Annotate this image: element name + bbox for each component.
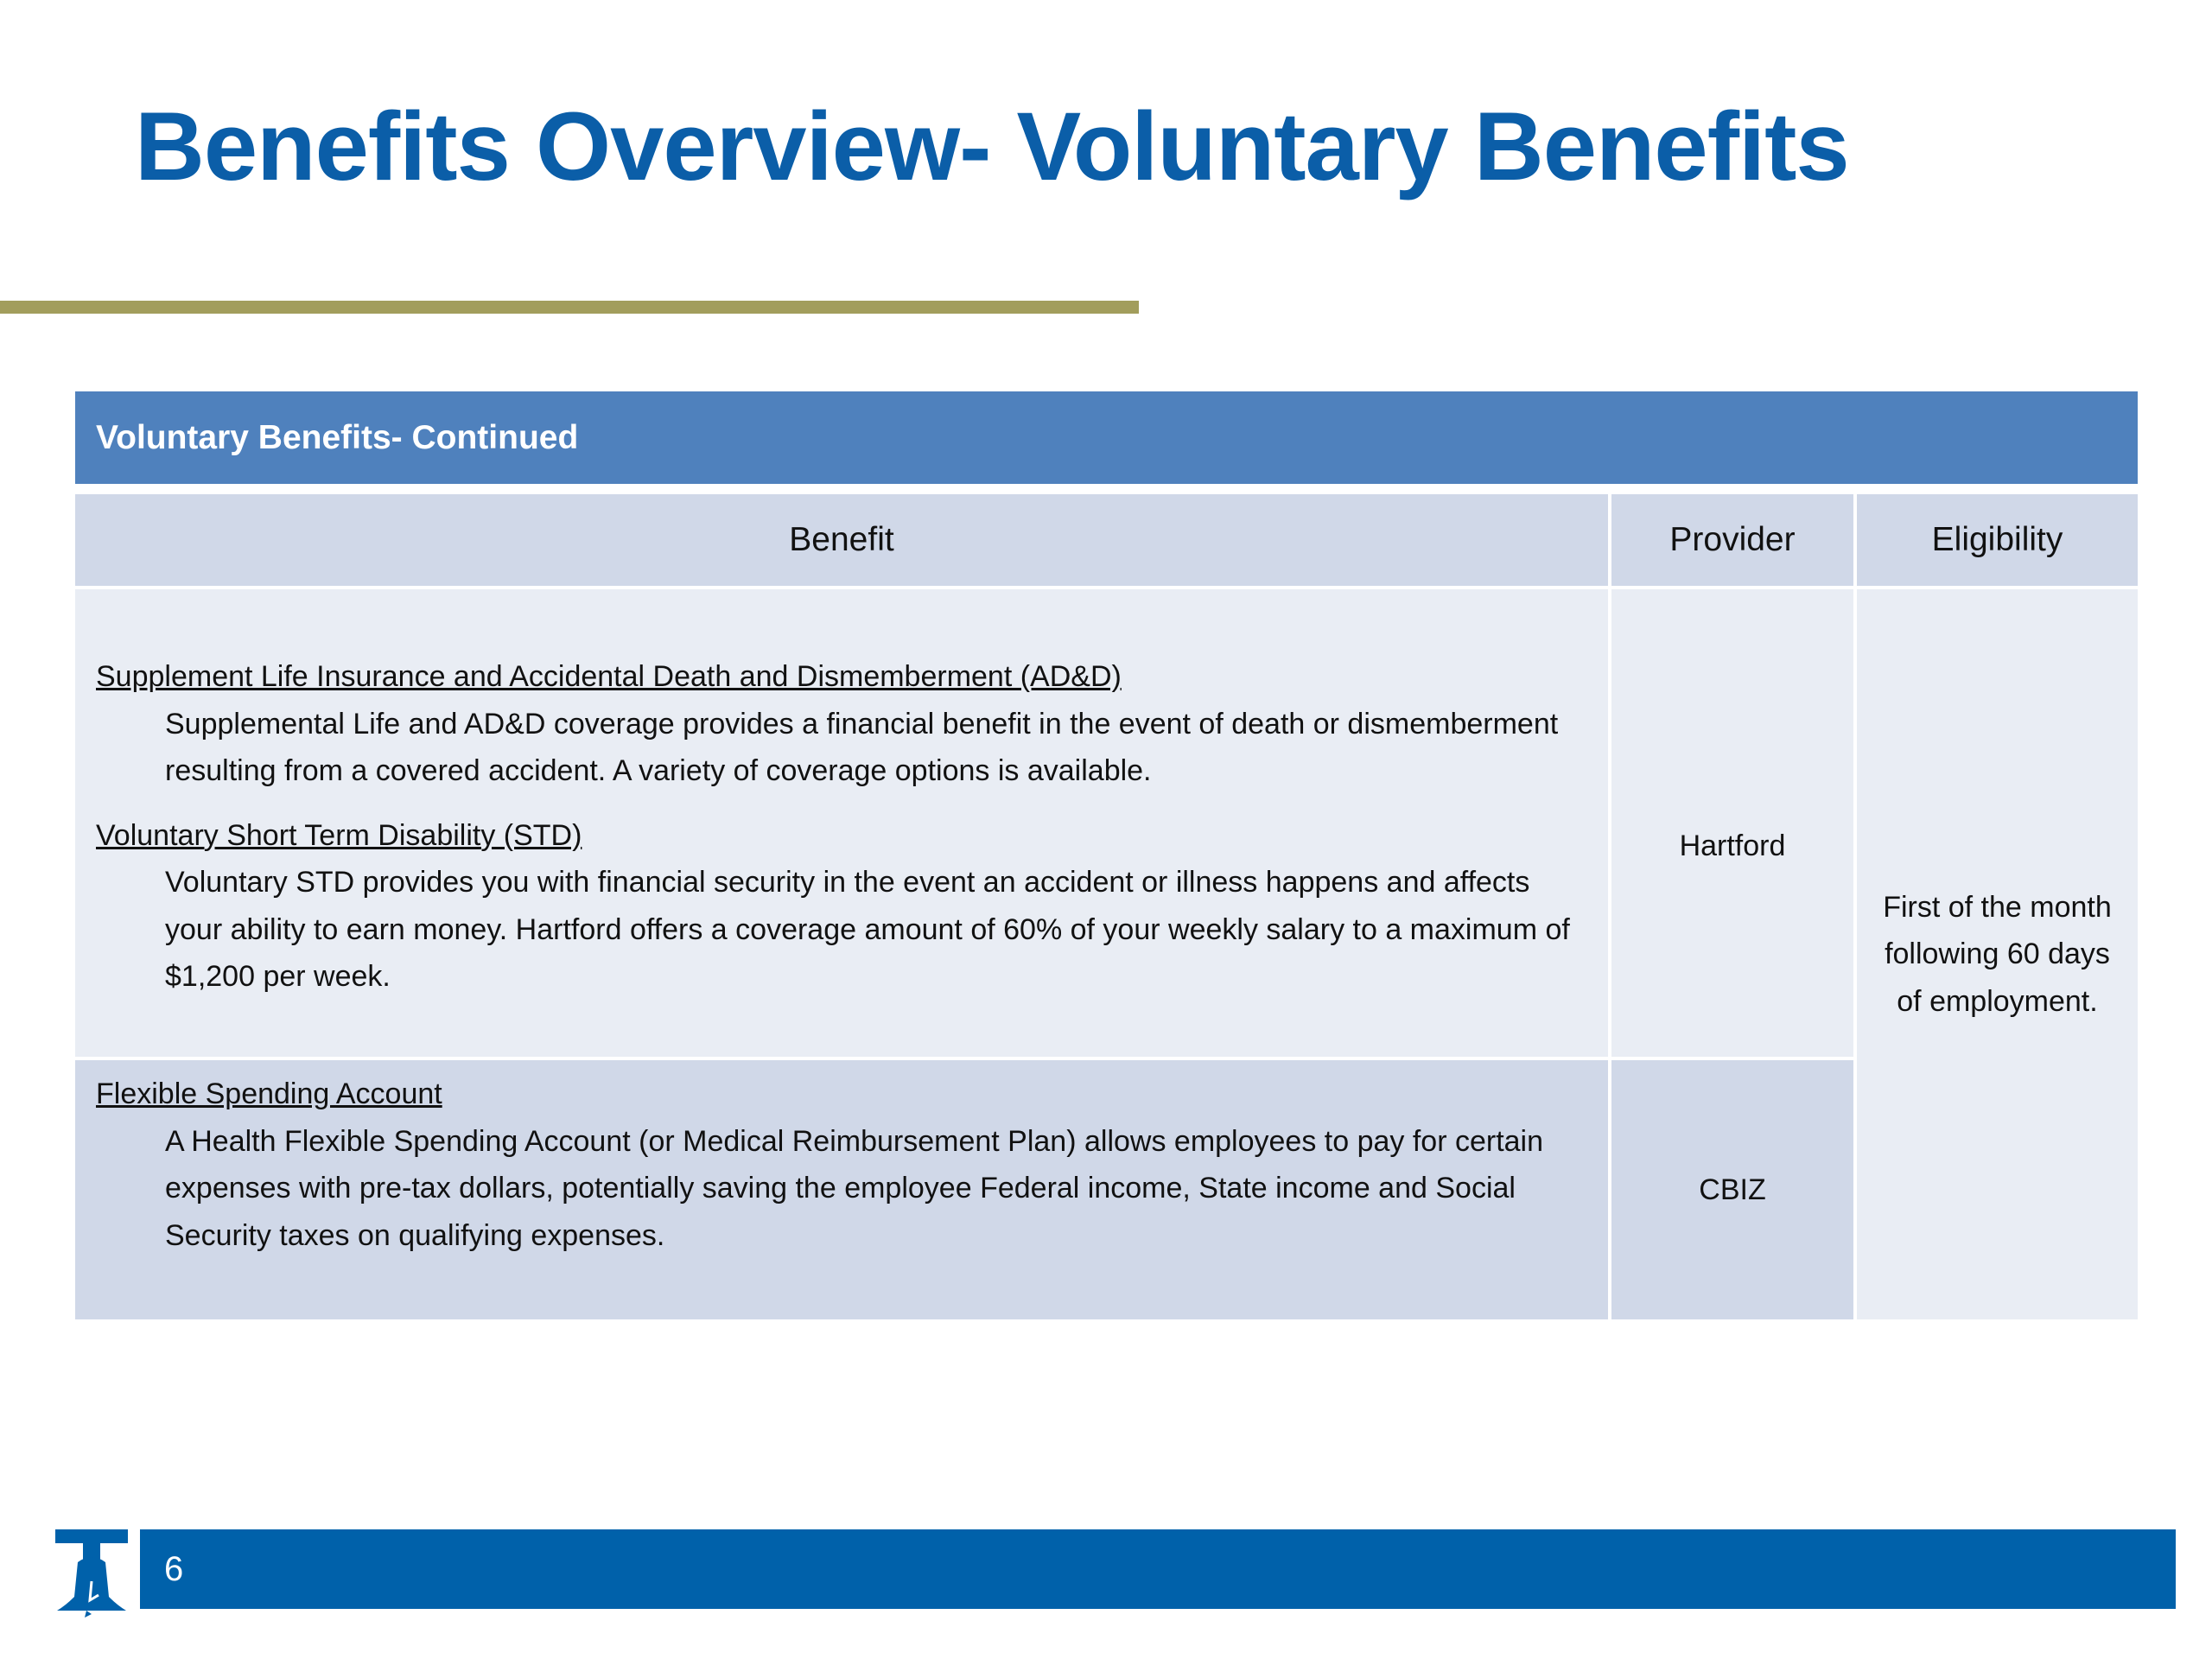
footer-bar (140, 1529, 2176, 1609)
benefit-heading-supplemental-life: Supplement Life Insurance and Accidental Death and Dismemberment (AD&D) (96, 660, 1122, 693)
header-provider: Provider (1611, 494, 1853, 586)
provider-cell-cbiz (1611, 1060, 1853, 1319)
provider-name: CBIZ (1699, 1173, 1766, 1206)
page-title: Benefits Overview- Voluntary Benefits (135, 92, 1849, 200)
bell-logo-icon (52, 1528, 131, 1621)
benefits-table (75, 391, 2138, 1319)
table-row-benefit-cell (75, 589, 1608, 1057)
title-underline-divider (0, 301, 1139, 314)
benefit-description-supplemental-life: Supplemental Life and AD&D coverage provides a financial benefit in the event of death or dismemberment resulting from a covered accident. A variety of coverage options is available. (165, 707, 1559, 787)
benefit-description-short-term-disability: Voluntary STD provides you with financial security in the event an accident or illness happens and affects your ability to earn money. Hartford offers a coverage amount of 60% of your weekly salary to a maximum of $1,200 per week. (165, 866, 1570, 993)
provider-cell-hartford (1611, 589, 1853, 1057)
header-benefit: Benefit (75, 494, 1608, 586)
benefit-heading-short-term-disability: Voluntary Short Term Disability (STD) (96, 818, 582, 852)
header-eligibility: Eligibility (1857, 494, 2138, 586)
page-number: 6 (164, 1550, 184, 1588)
benefit-heading-fsa: Flexible Spending Account (96, 1077, 442, 1110)
provider-name: Hartford (1679, 830, 1786, 862)
table-row-benefit-cell (75, 1060, 1608, 1319)
table-title: Voluntary Benefits- Continued (75, 391, 2138, 484)
eligibility-cell (1857, 589, 2138, 1319)
eligibility-text: First of the month following 60 days of employment. (1883, 890, 2112, 1018)
benefit-description-fsa: A Health Flexible Spending Account (or Medical Reimbursement Plan) allows employees to pay for certain expenses with pre-tax dollars, potentially saving the employee Federal income, State income and Social Security taxes on qualifying expenses. (165, 1124, 1544, 1252)
